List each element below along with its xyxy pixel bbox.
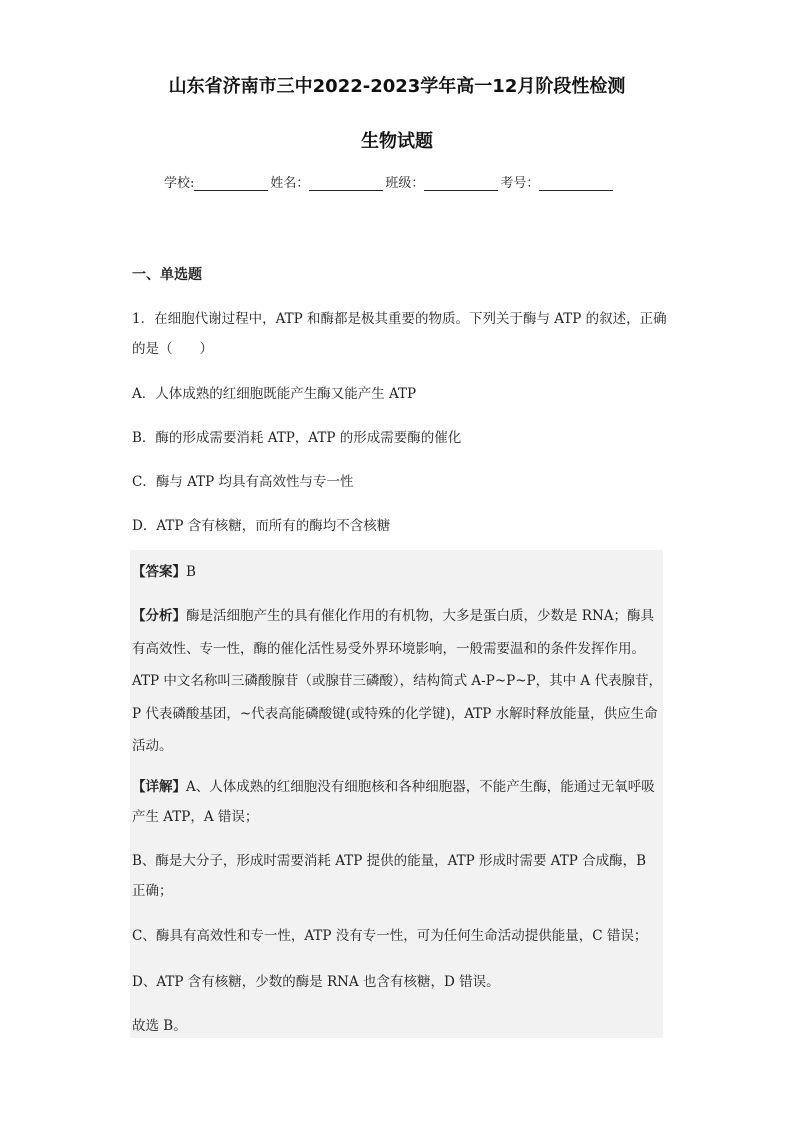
answer-line <box>132 560 662 580</box>
detail-a-text: A、人体成熟的红细胞没有细胞核和各种细胞器，不能产生酶，能通过无氧呼吸产生 ATP，A 错误； <box>132 779 655 825</box>
question-stem: 1．在细胞代谢过程中，ATP 和酶都是极其重要的物质。下列关于酶与 ATP 的叙述，正确的是（ ） <box>132 311 667 357</box>
analysis-paragraph <box>132 600 662 763</box>
detail-paragraph-a <box>132 772 662 832</box>
exam-no-blank <box>539 176 613 191</box>
class-label: 班级： <box>385 176 425 191</box>
option-d: D．ATP 含有核糖，而所有的酶均不含核糖 <box>132 518 391 534</box>
answer-tag: 【答案】 <box>132 564 186 580</box>
student-info-row <box>164 172 615 191</box>
school-label: 学校: <box>164 176 195 191</box>
section-heading: 一、单选题 <box>132 267 202 283</box>
answer-value: B <box>186 564 196 580</box>
name-label: 姓名： <box>270 176 310 191</box>
analysis-tag: 【分析】 <box>132 608 186 624</box>
option-c: C．酶与 ATP 均具有高效性与专一性 <box>132 474 354 490</box>
final-answer: 故选 B。 <box>132 1018 187 1034</box>
document-title: 山东省济南市三中2022-2023学年高一12月阶段性检测 <box>168 76 626 97</box>
detail-paragraph-d: D、ATP 含有核糖，少数的酶是 RNA 也含有核糖，D 错误。 <box>132 974 500 990</box>
class-blank <box>424 176 498 191</box>
document-subtitle: 生物试题 <box>361 131 433 152</box>
detail-paragraph-b: B、酶是大分子，形成时需要消耗 ATP 提供的能量，ATP 形成时需要 ATP 合成酶，B 正确； <box>132 853 647 899</box>
option-b: B．酶的形成需要消耗 ATP，ATP 的形成需要酶的催化 <box>132 430 462 446</box>
exam-no-label: 考号： <box>500 176 540 191</box>
detail-tag: 【详解】 <box>132 779 186 795</box>
analysis-text: 酶是活细胞产生的具有催化作用的有机物，大多是蛋白质，少数是 RNA；酶具有高效性、专一性，酶的催化活性易受外界环境影响，一般需要温和的条件发挥作用。ATP 中文名称叫三磷酸腺苷（或腺苷三磷酸），结构简式 A-P~P~P，其中 A 代表腺苷，P 代表磷酸基团，~代表高能磷酸键(或特殊的化学键)，ATP 水解时释放能量，供应生命活动。 <box>132 608 662 754</box>
option-a: A．人体成熟的红细胞既能产生酶又能产生 ATP <box>132 386 417 402</box>
name-blank <box>309 176 383 191</box>
detail-paragraph-c: C、酶具有高效性和专一性，ATP 没有专一性，可为任何生命活动提供能量，C 错误； <box>132 928 648 944</box>
school-blank <box>194 176 268 191</box>
